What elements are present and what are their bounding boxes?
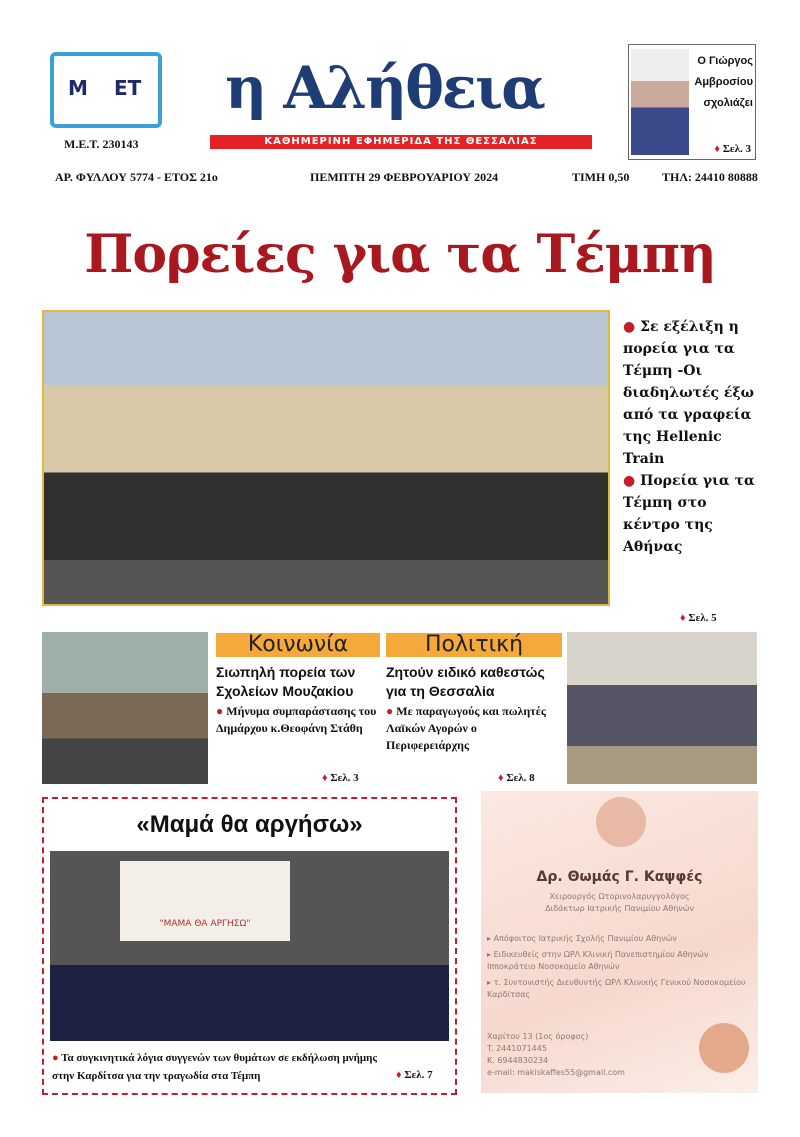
price: ΤΙΜΗ 0,50: [572, 170, 630, 184]
article-subtitle: [386, 703, 562, 754]
page-ref: [498, 772, 535, 784]
ad-mobile: K. 6944830234: [487, 1056, 549, 1065]
ad-item-text: Ειδικευθείς στην ΩΡΛ Κλινική Πανεπιστημίου Αθηνών Ιπποκράτειο Νοσοκομείο Αθηνών: [487, 950, 709, 971]
lead-bullet-text: Σε εξέλιξη η πορεία για τα Τέμπη -Οι διαδηλωτές έξω από τα γραφεία της Hellenic Train: [623, 319, 755, 467]
page-ref-text: Σελ. 8: [506, 772, 535, 784]
ad-credentials: [487, 933, 749, 1001]
page-ref-text: Σελ. 3: [722, 143, 751, 155]
article-title: Σιωπηλή πορεία των Σχολείων Μουζακίου: [216, 664, 356, 699]
columnist-line: Ο Γιώργος: [697, 55, 753, 67]
ad-item: ▸ τ. Συντονιστής Διευθυντής ΩΡΛ Κλινικής Γενικού Νοσοκομείου Καρδίτσας: [487, 978, 746, 999]
bullet-icon: ●: [623, 473, 641, 489]
mama-title: «Μαμά θα αργήσω»: [136, 811, 363, 838]
logo-letters: M: [68, 76, 88, 100]
met-number: Μ.Ε.Τ. 230143: [64, 137, 139, 151]
mama-caption-text: Τα συγκινητικά λόγια συγγενών των θυμάτων σε εκδήλωση μνήμης στην Καρδίτσα για την τραγωδία στα Τέμπη: [52, 1052, 377, 1082]
lead-photo[interactable]: [42, 310, 610, 606]
issue-number: ΑΡ. ΦΥΛΛΟΥ 5774 - ΕΤΟΣ 21ο: [55, 170, 218, 184]
section-tab-society: Κοινωνία: [216, 633, 380, 657]
politics-photo[interactable]: [567, 632, 757, 784]
issue-date: ΠΕΜΠΤΗ 29 ΦΕΒΡΟΥΑΡΙΟΥ 2024: [310, 170, 499, 184]
ad-item: ▸ Ειδικευθείς στην ΩΡΛ Κλινική Πανεπιστημίου Αθηνών Ιπποκράτειο Νοσοκομείο Αθηνών: [487, 950, 709, 971]
mama-caption: [52, 1049, 388, 1085]
lead-headline: Πορείες για τα Τέμπη: [84, 224, 716, 285]
diamond-icon: ♦: [680, 612, 686, 624]
ad-contact: [487, 1031, 625, 1079]
section-tab-politics: Πολιτική: [386, 633, 562, 657]
ear-logo-icon: [596, 797, 646, 847]
columnist-line: Αμβροσίου: [694, 76, 753, 88]
columnist-box[interactable]: [628, 44, 756, 160]
columnist-photo: [631, 49, 689, 155]
met-logo: [50, 52, 162, 128]
bullet-icon: ●: [623, 319, 641, 335]
ad-subtitle-line: Χειρουργός Ωτορινολαρυγγολόγος: [549, 892, 690, 901]
columnist-text: [691, 51, 753, 114]
masthead-tagline: ΚΑΘΗΜΕΡΙΝΗ ΕΦΗΜΕΡΙΔΑ ΤΗΣ ΘΕΣΣΑΛΙΑΣ: [210, 135, 592, 149]
politics-article[interactable]: [386, 633, 562, 754]
lead-bullet: [623, 316, 763, 470]
society-article[interactable]: [216, 633, 380, 737]
masthead-title: η Αλήθεια: [225, 54, 544, 122]
diamond-icon: ♦: [322, 772, 328, 784]
article-subtitle-text: Με παραγωγούς και πωλητές Λαϊκών Αγορών ο Περιφερειάρχης: [386, 704, 546, 752]
bullet-icon: ●: [52, 1052, 62, 1064]
article-subtitle-text: Μήνυμα συμπαράστασης του Δημάρχου κ.Θεοφάνη Στάθη: [216, 704, 377, 735]
ad-subtitle-line: Διδάκτωρ Ιατρικής Πανιμίου Αθηνών: [545, 904, 694, 913]
mama-box[interactable]: [42, 797, 457, 1095]
logo-letters: ET: [114, 76, 142, 100]
lead-bullets: [623, 316, 763, 558]
page-ref-text: Σελ. 5: [688, 612, 717, 624]
ad-subtitle: [481, 891, 758, 915]
ear-illustration-icon: [699, 1023, 749, 1073]
ad-tel: T. 2441071445: [487, 1044, 547, 1053]
page-ref-text: Σελ. 3: [330, 772, 359, 784]
ad-address: Χαρίτου 13 (1ος όροφος): [487, 1032, 589, 1041]
projection-screen: "ΜΑΜΑ ΘΑ ΑΡΓΗΣΩ": [120, 861, 290, 941]
columnist-line: σχολιάζει: [703, 97, 753, 109]
doctor-ad[interactable]: [481, 791, 758, 1093]
article-subtitle: [216, 703, 380, 737]
lead-bullet: [623, 470, 763, 558]
diamond-icon: ♦: [714, 143, 720, 155]
society-photo[interactable]: [42, 632, 208, 784]
diamond-icon: ♦: [498, 772, 504, 784]
article-title: Ζητούν ειδικό καθεστώς για τη Θεσσαλία: [386, 664, 545, 699]
page-ref-text: Σελ. 7: [404, 1069, 433, 1081]
lead-bullet-text: Πορεία για τα Τέμπη στο κέντρο της Αθήνας: [623, 473, 755, 555]
mama-photo: [50, 851, 449, 1041]
bullet-icon: ●: [216, 704, 227, 718]
page-ref: [322, 772, 359, 784]
diamond-icon: ♦: [396, 1069, 402, 1081]
page-ref: [714, 143, 751, 155]
ad-item: ▸ Απόφοιτος Ιατρικής Σχολής Πανιμίου Αθηνών: [487, 934, 677, 943]
bullet-icon: ●: [386, 704, 397, 718]
page-ref: [680, 612, 717, 624]
phone: ΤΗΛ: 24410 80888: [662, 170, 758, 184]
page-ref: [396, 1069, 433, 1081]
ad-email[interactable]: e-mail: makiskaffes55@gmail.com: [487, 1068, 625, 1077]
ad-item-text: τ. Συντονιστής Διευθυντής ΩΡΛ Κλινικής Γενικού Νοσοκομείου Καρδίτσας: [487, 978, 746, 999]
ad-item-text: Απόφοιτος Ιατρικής Σχολής Πανιμίου Αθηνών: [493, 934, 677, 943]
ad-doctor-name: Δρ. Θωμάς Γ. Καψφές: [536, 869, 703, 885]
